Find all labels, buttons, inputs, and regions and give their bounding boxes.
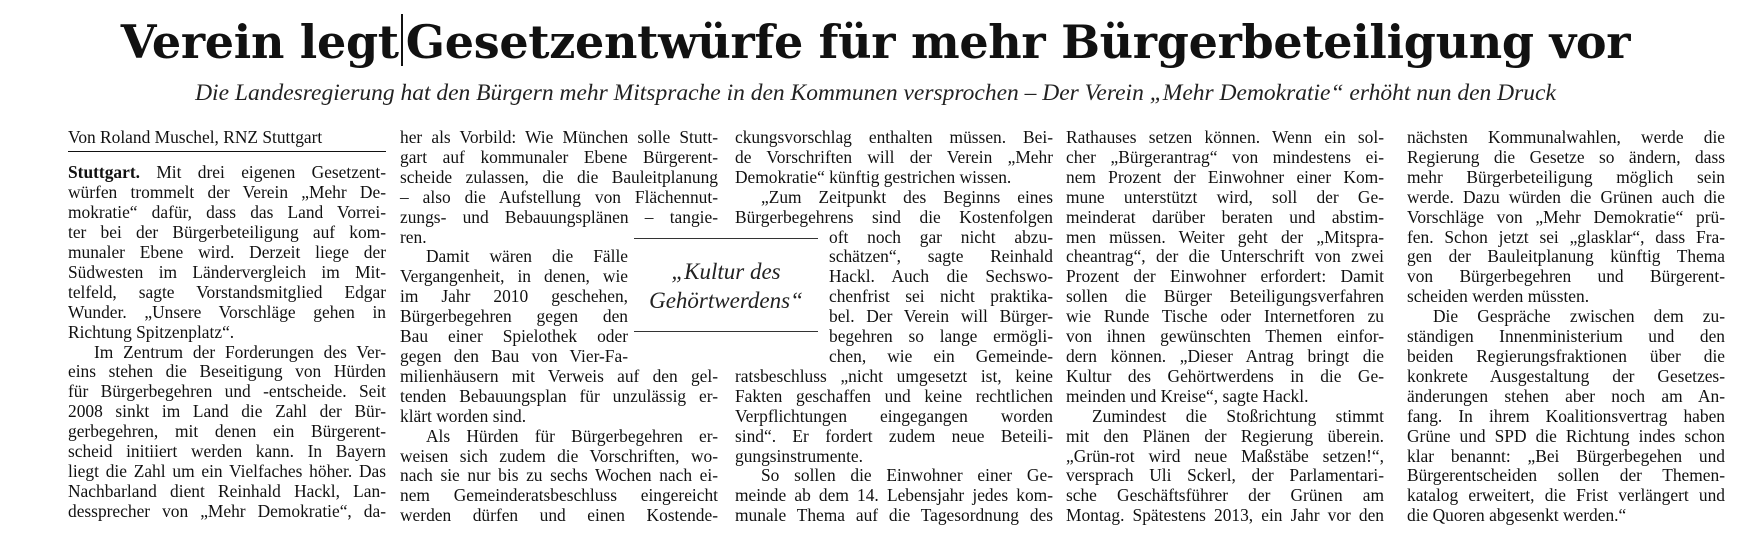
pull-quote-line: „Kultur des [671, 259, 781, 284]
text-line: fang. In ihrem Koalitionsvertrag haben [1407, 405, 1725, 426]
text-line: würfen trommelt der Verein „Mehr De- [68, 182, 386, 203]
text-line: cher „Bürgerantrag“ von mindestens ei- [1066, 146, 1384, 167]
text-line: Demokratie“ künftig gestrichen wissen. [735, 166, 1012, 187]
article-column-3 [735, 128, 1053, 528]
text-line: munaler Ebene wird. Derzeit liege der [68, 242, 386, 263]
text-line: gungsinstrumente. [735, 445, 864, 466]
text-line: tenden Bebauungsplan für unzulässig er- [400, 385, 718, 406]
text-line: zungs- und Bebauungsplänen – tangie- [400, 206, 718, 227]
text-line: liegt die Zahl um ein Vielfaches höher. Das [68, 461, 386, 481]
text-line: chenfrist sei nicht praktika- [829, 286, 1053, 307]
text-line: eins stehen die Beseitigung von Hürden [68, 361, 386, 382]
text-line: fen. Schon jetzt sei „glasklar“, dass Fra- [1407, 226, 1725, 247]
dateline: Stuttgart. [68, 162, 140, 183]
article-column-5 [1407, 128, 1725, 528]
text-line: ren. [400, 226, 427, 247]
text-line: Vorschläge von „Mehr Demokratie“ prü- [1407, 206, 1725, 227]
text-line: telfeld, sagte Vorstandsmitglied Edgar [68, 281, 386, 302]
text-line: konkrete Ausgestaltung der Gesetzes- [1407, 365, 1725, 386]
text-line: nem Gemeinderatsbeschluss eingereicht [400, 485, 718, 506]
text-line: gart auf kommunaler Ebene Bürgerent- [400, 146, 718, 167]
text-line: klar benannt: „Bei Bürgerbegehen und [1407, 445, 1725, 466]
text-line: gegen den Bau von Vier-Fa- [400, 345, 628, 366]
text-line: cheantrag“, der die Unterschrift von zwei [1066, 246, 1384, 267]
text-line: weisen sich zudem die Vorschriften, wo- [400, 445, 718, 466]
text-line: beiden Regierungsfraktionen über die [1407, 345, 1725, 366]
article-column-4 [1066, 128, 1384, 528]
text-line: für Bürgerbegehren und -entscheide. Seit [68, 381, 386, 402]
text-line: katalog erweitert, die Frist verlängert und [1407, 485, 1725, 506]
text-line: meinderat darüber beraten und abstim- [1066, 206, 1384, 227]
text-line: die Quoren abgesenkt werden.“ [1407, 505, 1627, 526]
text-line: sind“. Er fordert zudem neue Beteili- [735, 425, 1053, 446]
text-line: scheid initiiert werden kann. In Bayern [68, 441, 386, 462]
text-line: werden dürfen und einen Kostende- [400, 505, 718, 526]
text-line: begehren so lange ermögli- [829, 326, 1053, 347]
text-line: Hackl. Auch die Sechswo- [829, 266, 1053, 287]
text-line: meinde ab dem 14. Lebensjahr jedes kom- [735, 485, 1053, 506]
text-line: sche Geschäftsführer der Grünen am [1066, 485, 1384, 506]
headline-part-1: Verein legt [120, 15, 399, 69]
text-line: Die Gespräche zwischen dem zu- [1433, 306, 1725, 327]
text-line: Regierung die Gesetze so ändern, dass [1407, 146, 1725, 167]
text-line: – also die Aufstellung von Flächennut- [400, 186, 718, 207]
text-line: mit den Plänen der Regierung überein. [1066, 425, 1384, 446]
subheadline: Die Landesregierung hat den Bürgern mehr Mitsprache in den Kommunen versprochen – Der Verein „Mehr Demokratie“ erhöht nun den Druck [195, 80, 1556, 106]
text-line: gen der Bauleitplanung künftig Thema [1407, 246, 1725, 267]
text-line: milienhäusern mit Verweis auf den gel- [400, 365, 718, 386]
text-line: chen, wie ein Gemeinde- [829, 345, 1053, 366]
text-line: mune unterstützt wird, soll der Ge- [1066, 186, 1384, 207]
text-line: Wunder. „Unsere Vorschläge gehen in [68, 301, 386, 322]
text-line: mokratie“ dafür, dass das Land Vorrei- [68, 202, 386, 223]
text-line: nächsten Kommunalwahlen, werde die [1407, 127, 1725, 147]
text-line: Kultur des Gehörtwerdens in die Ge- [1066, 365, 1384, 386]
text-line: von Bürgerbegehren und Bürgerent- [1407, 266, 1725, 287]
text-line: ständigen Innenministerium und den [1407, 326, 1725, 347]
text-line: schätzen“, sagte Reinhald [829, 246, 1053, 267]
text-line: ckungsvorschlag enthalten müssen. Bei- [735, 127, 1053, 147]
text-line: gerbegehren, mit denen ein Bürgerent- [68, 421, 386, 442]
text-line: 2008 sinkt im Land die Zahl der Bür- [68, 401, 386, 422]
text-line: oft noch gar nicht abzu- [829, 226, 1053, 247]
text-line: Im Zentrum der Forderungen des Ver- [94, 341, 386, 362]
text-line: Vergangenheit, in denen, wie [400, 266, 628, 287]
text-line: Bau einer Spielothek oder [400, 326, 628, 347]
text-line: Prozent der Einwohner erfordert: Damit [1066, 266, 1384, 287]
text-line: Montag. Spätestens 2013, ein Jahr vor den [1066, 505, 1384, 526]
text-line: Rathauses setzen können. Wenn ein sol- [1066, 127, 1384, 147]
text-line: Bürgerbegehrens sind die Kostenfolgen [735, 206, 1053, 227]
text-line: Nachbarland dient Reinhald Hackl, Lan- [68, 480, 386, 501]
text-line: bel. Der Verein will Bürger- [829, 306, 1053, 327]
text-line: Stuttgart. Mit drei eigenen Gesetzent- [68, 162, 386, 183]
text-line: dessprecher von „Mehr Demokratie“, da- [68, 500, 386, 521]
text-line: „Zum Zeitpunkt des Beginns eines [761, 186, 1053, 207]
article-column-1 [68, 128, 386, 528]
text-line: im Jahr 2010 geschehen, [400, 286, 628, 307]
byline: Von Roland Muschel, RNZ Stuttgart [68, 127, 323, 147]
text-line: Verpflichtungen eingegangen worden [735, 405, 1053, 426]
text-line: scheide zulassen, die die Bauleitplanung [400, 166, 718, 187]
text-line: dern können. „Dieser Antrag bringt die [1066, 345, 1384, 366]
text-line: „Grün-rot wird neue Maßstäbe setzen!“, [1066, 445, 1384, 466]
text-line: wie Runde Tische oder Internetforen zu [1066, 306, 1384, 327]
text-line: sollen die Bürger Beteiligungsverfahren [1066, 286, 1384, 307]
text-line: Bürgerentscheiden sollen der Themen- [1407, 465, 1725, 486]
text-line: Bürgerbegehren gegen den [400, 306, 628, 327]
text-line: munale Thema auf die Tagesordnung des [735, 505, 1053, 526]
text-line: scheiden werden müssten. [1407, 286, 1590, 307]
text-line: Als Hürden für Bürgerbegehren er- [426, 425, 718, 446]
text-line: her als Vorbild: Wie München solle Stutt- [400, 127, 718, 147]
headline [0, 14, 1751, 70]
headline-part-2: Gesetzentwürfe für mehr Bürgerbeteiligung vor [405, 15, 1631, 69]
text-line: de Vorschriften will der Verein „Mehr [735, 146, 1053, 167]
text-line: ratsbeschluss „nicht umgesetzt ist, keine [735, 365, 1053, 386]
text-line: Fakten geschaffen und keine rechtlichen [735, 385, 1053, 406]
text-line: werde. Dazu würden die Grünen auch die [1407, 186, 1725, 207]
text-line: mehr Bürgerbeteiligung möglich sein [1407, 166, 1725, 187]
text-line: nem Prozent der Einwohner einer Kom- [1066, 166, 1384, 187]
text-line: men müssen. Weiter geht der „Mitspra- [1066, 226, 1384, 247]
text-line: versprach Uli Sckerl, der Parlamentari- [1066, 465, 1384, 486]
text-cursor [401, 14, 403, 66]
text-line: ter bei der Bürgerbeteiligung auf kom- [68, 222, 386, 243]
text-line: Zumindest die Stoßrichtung stimmt [1092, 405, 1384, 426]
text-line: Damit wären die Fälle [426, 246, 628, 267]
text-line: Grüne und SPD die Richtung indes schon [1407, 425, 1725, 446]
pull-quote-line: Gehörtwerdens“ [649, 288, 803, 313]
text-line: meinden und Kreise“, sagte Hackl. [1066, 385, 1309, 406]
text-line: klärt worden sind. [400, 405, 527, 426]
text-line: Südwesten im Ländervergleich im Mit- [68, 261, 386, 282]
text-line: Richtung Spitzenplatz“. [68, 321, 235, 342]
text-line: nach sie nur bis zu sechs Wochen nach ei- [400, 465, 718, 486]
text-line: änderungen stehen aber noch am An- [1407, 385, 1725, 406]
text-line: So sollen die Einwohner einer Ge- [761, 465, 1053, 486]
text-line: von ihnen gewünschten Themen einfor- [1066, 326, 1384, 347]
byline-rule [68, 151, 386, 153]
